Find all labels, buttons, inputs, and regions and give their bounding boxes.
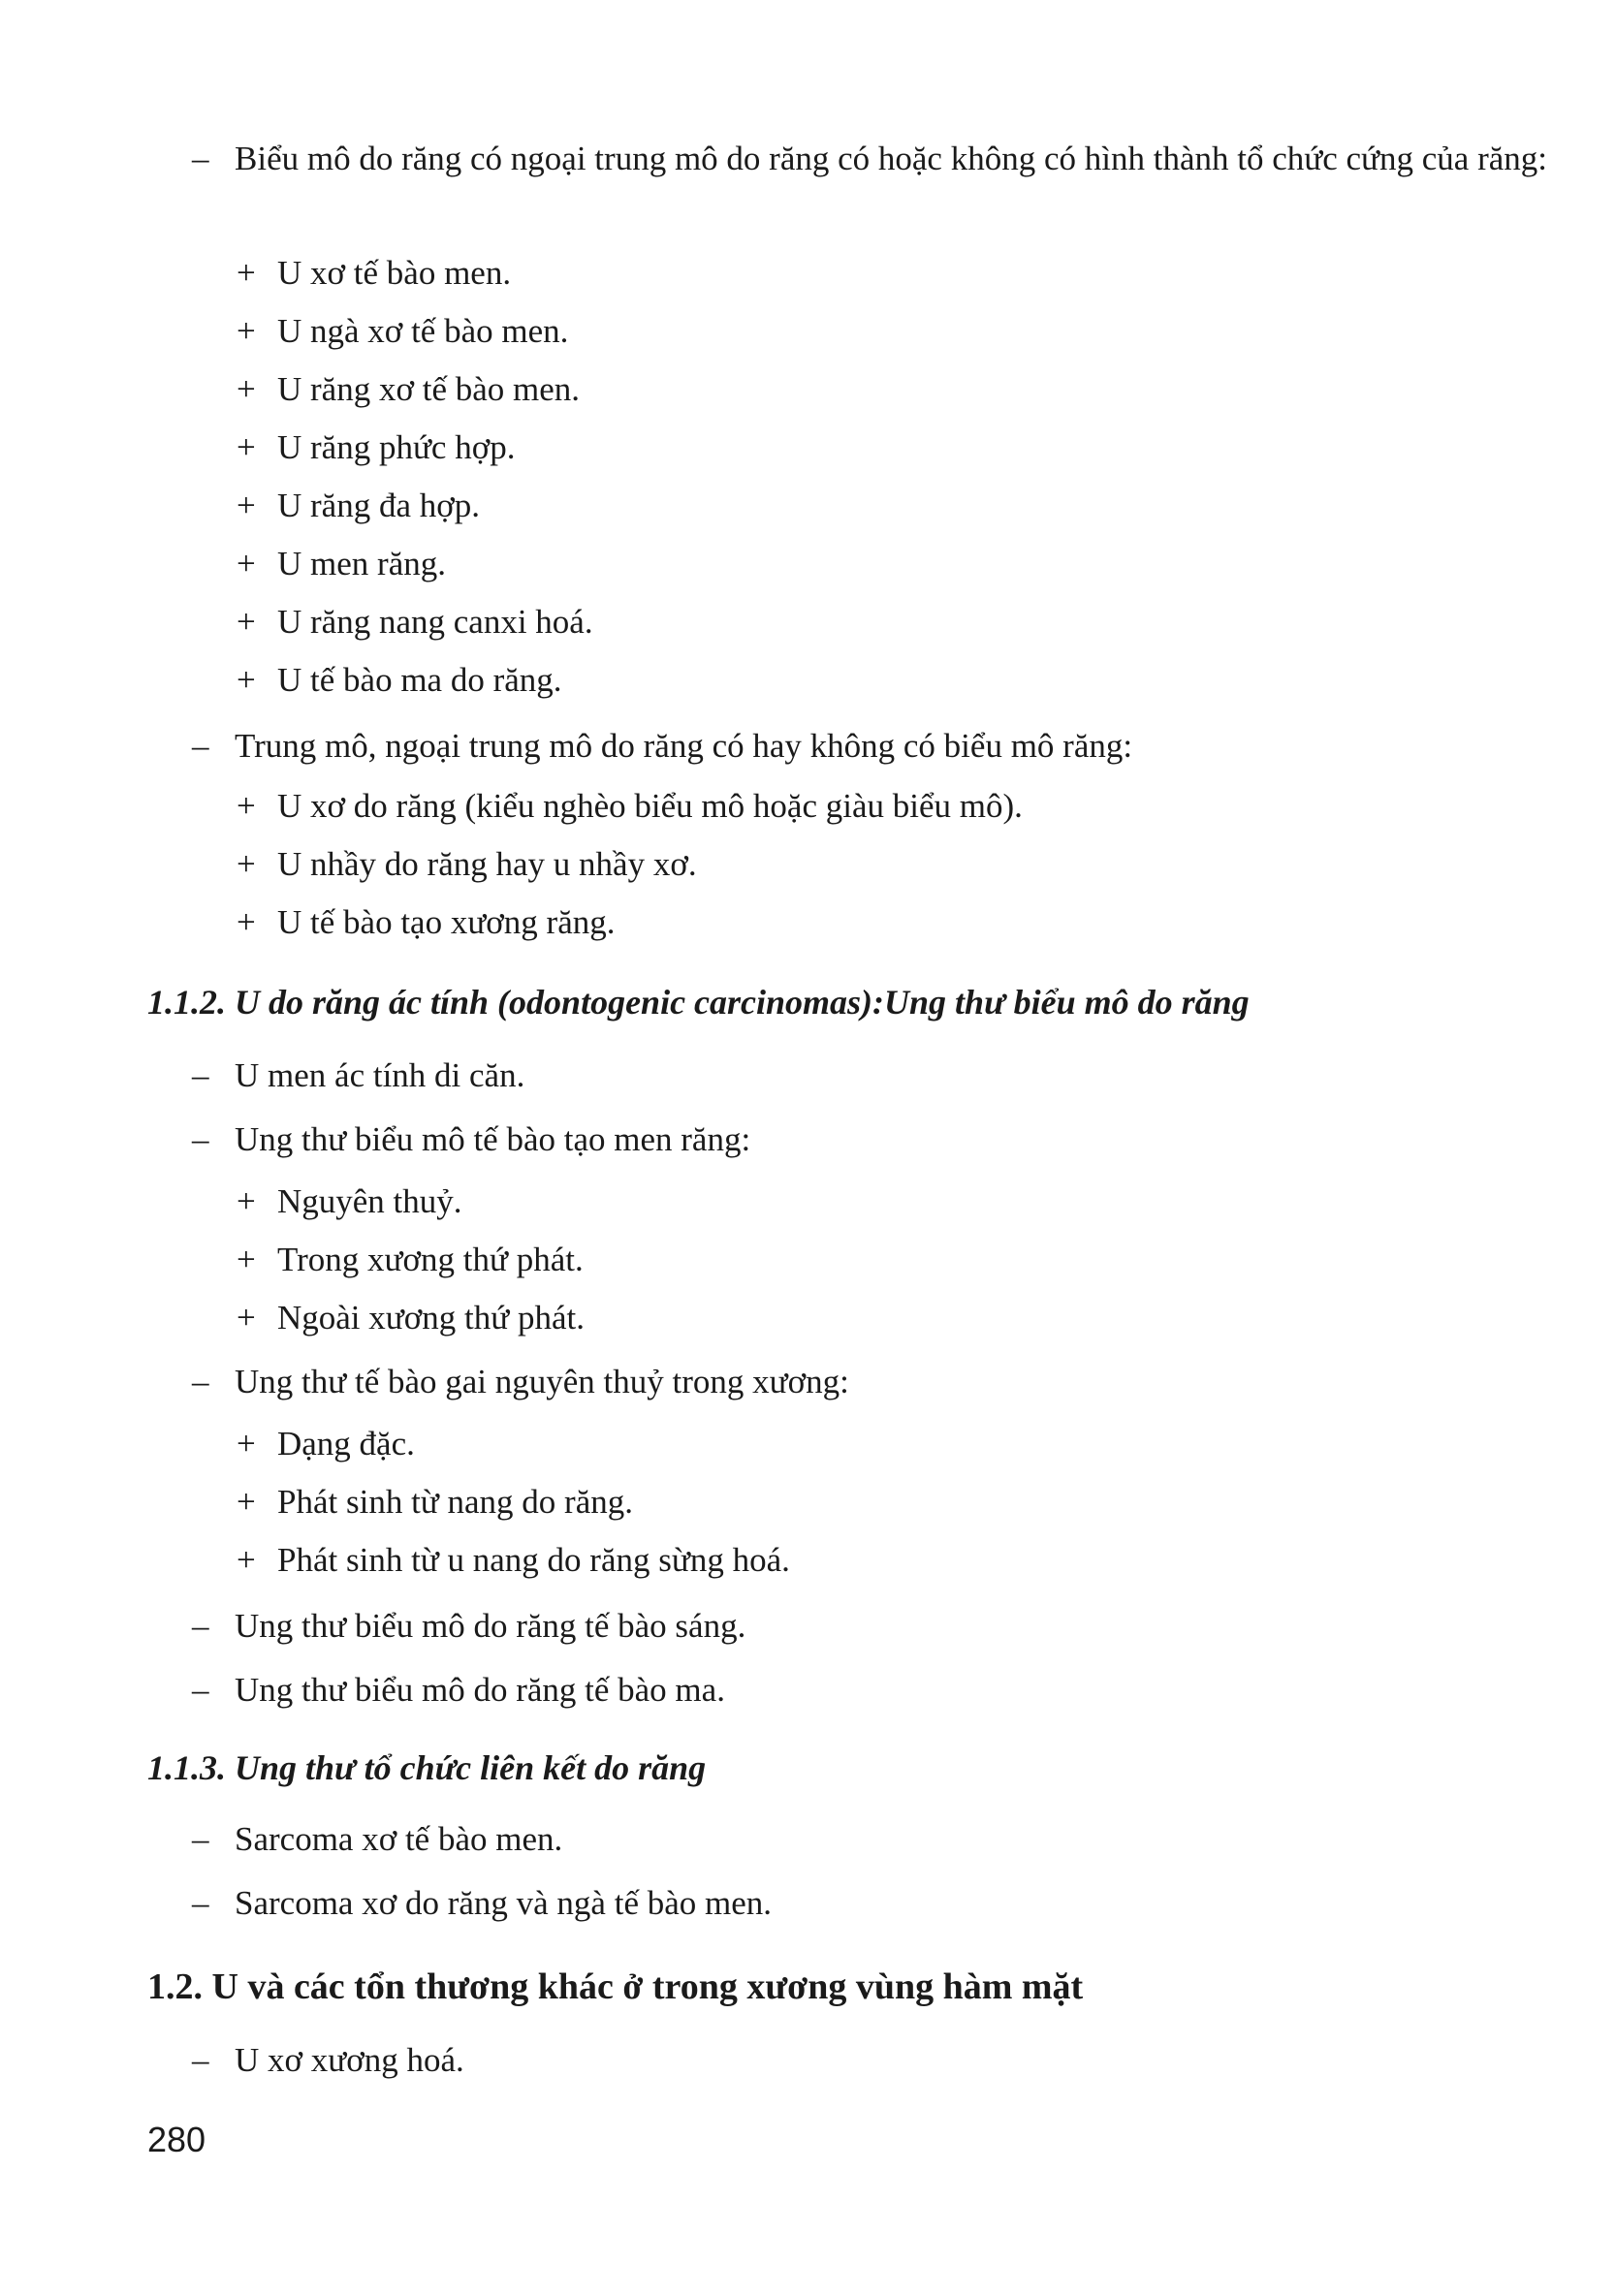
item-text: U răng xơ tế bào men. [277, 370, 581, 408]
item-text: Ung thư biểu mô tế bào tạo men răng: [235, 1120, 751, 1158]
item-text: Ung thư biểu mô do răng tế bào ma. [235, 1671, 725, 1709]
plus-marker: + [237, 903, 256, 941]
item-text: Ngoài xương thứ phát. [277, 1299, 585, 1337]
plus-marker: + [237, 487, 256, 524]
item-text: Phát sinh từ u nang do răng sừng hoá. [277, 1541, 790, 1579]
list-item-dash [192, 1814, 563, 1865]
item-text: U răng đa hợp. [277, 487, 481, 524]
page-number: 280 [147, 2120, 206, 2159]
list-item-plus [237, 364, 581, 415]
list-item-plus [237, 1477, 633, 1527]
item-text: Phát sinh từ nang do răng. [277, 1483, 633, 1521]
plus-marker: + [237, 1299, 256, 1337]
item-text: U răng phức hợp. [277, 428, 516, 466]
list-item-plus [237, 248, 512, 299]
list-item-dash [192, 134, 1563, 184]
plus-marker: + [237, 545, 256, 582]
plus-marker: + [237, 254, 256, 292]
list-item-dash [192, 1115, 751, 1165]
list-item-plus [237, 306, 569, 357]
list-item-dash [192, 1665, 725, 1715]
plus-marker: + [237, 370, 256, 408]
item-text: U răng nang canxi hoá. [277, 603, 593, 641]
item-text: Ung thư biểu mô do răng tế bào sáng. [235, 1607, 746, 1645]
dash-marker: – [192, 727, 209, 765]
plus-marker: + [237, 1182, 256, 1220]
list-item-dash [192, 2035, 464, 2086]
plus-marker: + [237, 661, 256, 699]
item-text: U xơ xương hoá. [235, 2041, 464, 2079]
plus-marker: + [237, 1483, 256, 1521]
list-item-plus [237, 481, 481, 531]
item-text: Dạng đặc. [277, 1425, 415, 1463]
plus-marker: + [237, 428, 256, 466]
dash-marker: – [192, 1820, 209, 1858]
item-text: U xơ tế bào men. [277, 254, 512, 292]
list-item-plus [237, 897, 616, 948]
item-text: U men răng. [277, 545, 446, 582]
list-item-plus [237, 597, 593, 647]
item-text: U tế bào ma do răng. [277, 661, 562, 699]
dash-marker: – [192, 2041, 209, 2079]
plus-marker: + [237, 312, 256, 350]
dash-marker: – [192, 1671, 209, 1709]
section-heading-1-1-3: 1.1.3. Ung thư tổ chức liên kết do răng [147, 1748, 707, 1787]
list-item-plus [237, 1293, 585, 1343]
dash-marker: – [192, 140, 209, 177]
list-item-dash [192, 1051, 525, 1101]
plus-marker: + [237, 1241, 256, 1278]
list-item-plus [237, 1535, 790, 1586]
section-heading-1-1-2: 1.1.2. U do răng ác tính (odontogenic carcinomas):Ung thư biểu mô do răng [147, 983, 1250, 1022]
plus-marker: + [237, 1425, 256, 1463]
dash-marker: – [192, 1120, 209, 1158]
item-text: U xơ do răng (kiểu nghèo biểu mô hoặc giàu biểu mô). [277, 787, 1023, 825]
list-item-plus [237, 539, 446, 589]
list-item-plus [237, 839, 697, 890]
list-item-dash [192, 1878, 773, 1929]
plus-marker: + [237, 603, 256, 641]
item-text: Biểu mô do răng có ngoại trung mô do răng có hoặc không có hình thành tổ chức cứng của răng: [235, 140, 1547, 177]
list-item-dash [192, 721, 1133, 771]
list-item-plus [237, 1419, 415, 1469]
list-item-plus [237, 1235, 584, 1285]
item-text: U nhầy do răng hay u nhầy xơ. [277, 845, 697, 883]
item-text: U tế bào tạo xương răng. [277, 903, 616, 941]
dash-marker: – [192, 1363, 209, 1400]
item-text: U ngà xơ tế bào men. [277, 312, 569, 350]
item-text: Trong xương thứ phát. [277, 1241, 584, 1278]
list-item-dash [192, 1357, 849, 1407]
list-item-plus [237, 1177, 462, 1227]
list-item-plus [237, 781, 1023, 832]
item-text: Sarcoma xơ tế bào men. [235, 1820, 563, 1858]
item-text: Ung thư tế bào gai nguyên thuỷ trong xương: [235, 1363, 849, 1400]
item-text: Sarcoma xơ do răng và ngà tế bào men. [235, 1884, 773, 1922]
list-item-plus [237, 423, 516, 473]
section-heading-1-2: 1.2. U và các tổn thương khác ở trong xương vùng hàm mặt [147, 1966, 1084, 2007]
item-text: Nguyên thuỷ. [277, 1182, 462, 1220]
item-text: U men ác tính di căn. [235, 1056, 525, 1094]
plus-marker: + [237, 787, 256, 825]
list-item-plus [237, 655, 562, 706]
list-item-dash [192, 1601, 746, 1651]
plus-marker: + [237, 845, 256, 883]
dash-marker: – [192, 1056, 209, 1094]
plus-marker: + [237, 1541, 256, 1579]
dash-marker: – [192, 1607, 209, 1645]
dash-marker: – [192, 1884, 209, 1922]
item-text: Trung mô, ngoại trung mô do răng có hay không có biểu mô răng: [235, 727, 1133, 765]
